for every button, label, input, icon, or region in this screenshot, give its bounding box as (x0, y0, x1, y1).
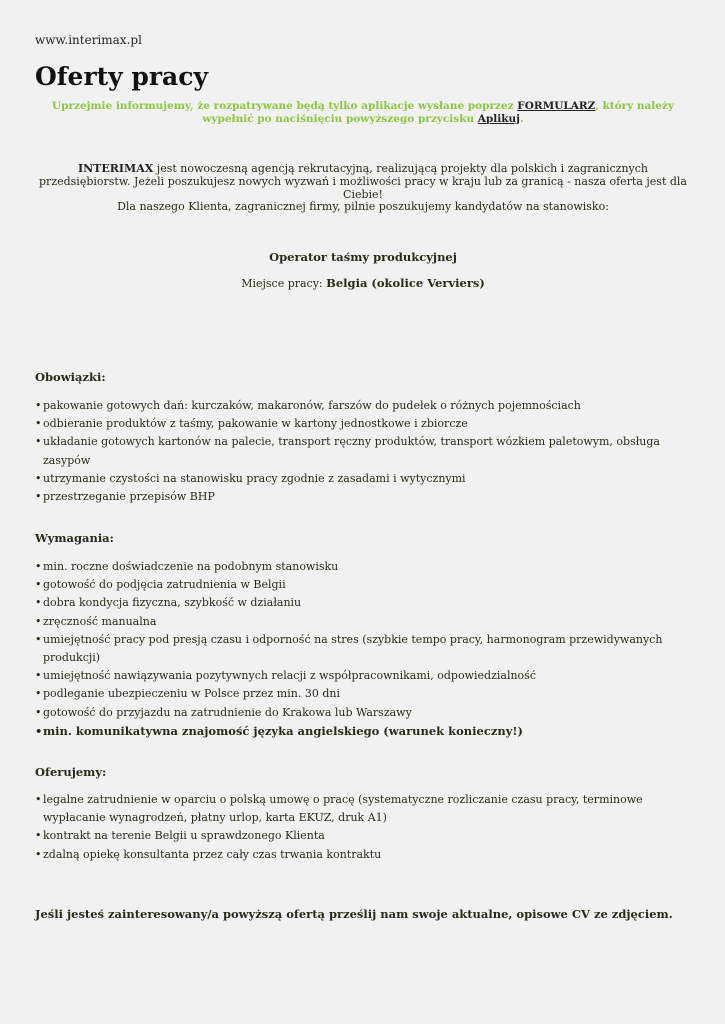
list-item: • zręczność manualna (35, 613, 695, 631)
company-name: INTERIMAX (77, 162, 154, 175)
requirements-list (35, 558, 695, 740)
list-item: • układanie gotowych kartonów na palecie, transport ręczny produktów, transport wózkiem paletowym, obsługa zasypów (35, 433, 695, 469)
apply-link[interactable]: Aplikuj (477, 113, 520, 125)
list-item: • gotowość do przyjazdu na zatrudnienie do Krakowa lub Warszawy (35, 704, 695, 722)
application-notice (35, 100, 691, 126)
intro-text: jest nowoczesną agencją rekrutacyjną, realizującą projekty dla polskich i zagranicznych przedsiębiorstw. Jeżeli poszukujesz nowych wyzwań i możliwości pracy w kraju lub za granicą - nasza oferta jest dla Ciebie! (39, 162, 687, 201)
list-item: • podleganie ubezpieczeniu w Polsce przez min. 30 dni (35, 685, 695, 703)
offer-heading: Oferujemy: (35, 765, 107, 779)
position-title: Operator taśmy produkcyjnej (269, 250, 457, 264)
company-intro (35, 162, 691, 201)
list-item: • pakowanie gotowych dań: kurczaków, makaronów, farszów do pudełek o różnych pojemnościach (35, 397, 695, 415)
requirements-heading: Wymagania: (35, 531, 114, 545)
notice-text-1: Uprzejmie informujemy, że rozpatrywane będą tylko aplikacje wysłane poprzez (51, 100, 518, 112)
site-url: www.interimax.pl (35, 33, 142, 47)
list-item: • umiejętność nawiązywania pozytywnych relacji z współpracownikami, odpowiedzialność (35, 667, 695, 685)
list-item: • kontrakt na terenie Belgii u sprawdzonego Klienta (35, 827, 695, 845)
form-link[interactable]: FORMULARZ (517, 100, 596, 112)
list-item: • zdalną opiekę konsultanta przez cały czas trwania kontraktu (35, 846, 695, 864)
list-item: • min. roczne doświadczenie na podobnym stanowisku (35, 558, 695, 576)
list-item: • legalne zatrudnienie w oparciu o polską umowę o pracę (systematyczne rozliczanie czasu pracy, terminowe wypłacanie wynagrodzeń, płatny urlop, karta EKUZ, druk A1) (35, 791, 695, 827)
list-item: • przestrzeganie przepisów BHP (35, 488, 695, 506)
list-item: • gotowość do podjęcia zatrudnienia w Belgii (35, 576, 695, 594)
list-item: • umiejętność pracy pod presją czasu i odporność na stres (szybkie tempo pracy, harmonogram przewidywanych produkcji) (35, 631, 695, 667)
closing-call-to-action: Jeśli jesteś zainteresowany/a powyższą ofertą prześlij nam swoje aktualne, opisowe CV ze zdjęciem. (35, 907, 673, 921)
duties-list (35, 397, 695, 506)
duties-heading: Obowiązki: (35, 370, 106, 384)
list-item: • odbieranie produktów z taśmy, pakowanie w kartony jednostkowe i zbiorcze (35, 415, 695, 433)
list-item: • dobra kondycja fizyczna, szybkość w działaniu (35, 594, 695, 612)
place-value: Belgia (okolice Verviers) (326, 276, 485, 290)
client-line: Dla naszego Klienta, zagranicznej firmy, pilnie poszukujemy kandydatów na stanowisko: (117, 200, 609, 213)
notice-text-3: . (519, 113, 524, 125)
list-item: • min. komunikatywna znajomość języka angielskiego (warunek konieczny!) (35, 722, 695, 740)
notice-text-2: , który należy wypełnić po naciśnięciu powyższego przycisku (202, 100, 675, 125)
work-place (35, 276, 691, 290)
list-item: • utrzymanie czystości na stanowisku pracy zgodnie z zasadami i wytycznymi (35, 470, 695, 488)
page-title: Oferty pracy (35, 62, 208, 91)
place-label: Miejsce pracy: (241, 277, 327, 290)
offer-list (35, 791, 695, 864)
